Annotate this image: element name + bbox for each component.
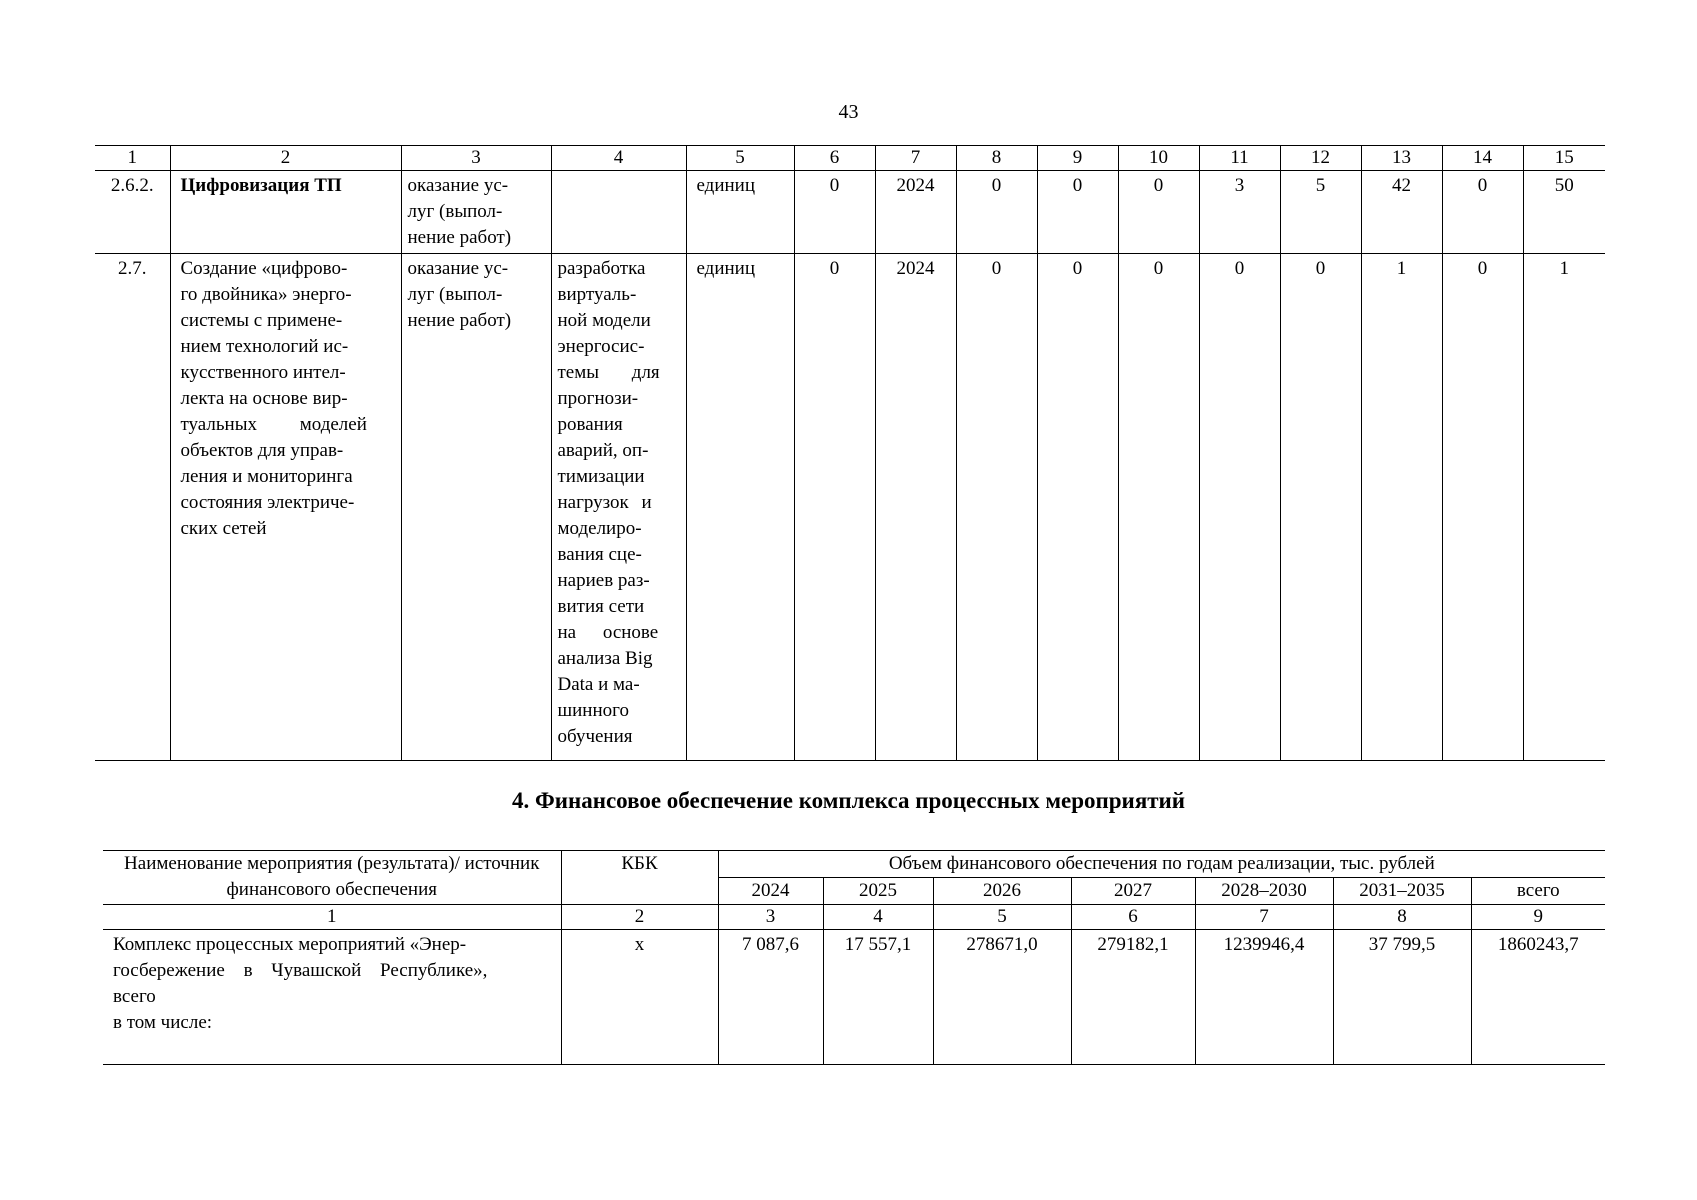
activity-type: оказание ус- луг (выпол- нение работ) — [401, 254, 551, 761]
total-header: всего — [1471, 878, 1605, 905]
column-number: 5 — [933, 905, 1071, 930]
kbk-value: x — [561, 930, 718, 1065]
column-number: 12 — [1280, 146, 1361, 171]
value-cell: 0 — [794, 254, 875, 761]
column-number: 6 — [1071, 905, 1195, 930]
unit: единиц — [686, 171, 794, 254]
column-number: 8 — [956, 146, 1037, 171]
column-number: 13 — [1361, 146, 1442, 171]
column-number: 7 — [1195, 905, 1333, 930]
value-cell: 0 — [1118, 171, 1199, 254]
amount-cell: 279182,1 — [1071, 930, 1195, 1065]
value-cell: 0 — [1442, 171, 1523, 254]
page-number: 43 — [838, 101, 859, 123]
column-number: 5 — [686, 146, 794, 171]
column-number: 3 — [401, 146, 551, 171]
value-cell: 2024 — [875, 254, 956, 761]
column-number: 2 — [170, 146, 401, 171]
activity-name: Создание «цифрово- го двойника» энерго- системы с примене- нием технологий ис- кусственного интел- лекта на основе вир- туальных моделей объектов для управ- ления и мониторинга состояния электриче- ских сетей — [170, 254, 401, 761]
header-financing-volume: Объем финансового обеспечения по годам реализации, тыс. рублей — [718, 851, 1605, 878]
column-number: 9 — [1471, 905, 1605, 930]
value-cell: 3 — [1199, 171, 1280, 254]
header-activity-name: Наименование мероприятия (результата)/ источник финансового обеспечения — [103, 851, 561, 905]
column-number: 6 — [794, 146, 875, 171]
value-cell: 0 — [794, 171, 875, 254]
value-cell: 5 — [1280, 171, 1361, 254]
value-cell: 0 — [1442, 254, 1523, 761]
value-cell: 2024 — [875, 171, 956, 254]
column-number: 11 — [1199, 146, 1280, 171]
amount-cell: 7 087,6 — [718, 930, 823, 1065]
unit: единиц — [686, 254, 794, 761]
activity-type: оказание ус- луг (выпол- нение работ) — [401, 171, 551, 254]
section-title: 4. Финансовое обеспечение комплекса процессных мероприятий — [511, 788, 1186, 813]
column-number: 8 — [1333, 905, 1471, 930]
year-header: 2027 — [1071, 878, 1195, 905]
header-row — [103, 851, 1605, 878]
table-row — [103, 930, 1605, 1065]
table-row — [95, 254, 1605, 761]
activity-name: Цифровизация ТП — [170, 171, 401, 254]
column-number: 9 — [1037, 146, 1118, 171]
value-cell: 0 — [956, 254, 1037, 761]
total-amount-cell: 1860243,7 — [1471, 930, 1605, 1065]
row-number: 2.6.2. — [95, 171, 170, 254]
column-number-row — [95, 146, 1605, 171]
column-number: 15 — [1523, 146, 1605, 171]
column-number: 3 — [718, 905, 823, 930]
value-cell: 42 — [1361, 171, 1442, 254]
year-header: 2028–2030 — [1195, 878, 1333, 905]
column-number: 4 — [551, 146, 686, 171]
year-header: 2025 — [823, 878, 933, 905]
activity-characteristic: разработка виртуаль- ной модели энергосис- темы для прогнози- рования аварий, оп- тимизации нагрузок и моделиро- вания сце- нариев раз- вития сети на основе анализа Big Data и ма- шинного обучения — [551, 254, 686, 761]
year-header: 2026 — [933, 878, 1071, 905]
column-number: 10 — [1118, 146, 1199, 171]
column-number: 7 — [875, 146, 956, 171]
header-kbk: КБК — [561, 851, 718, 905]
value-cell: 0 — [956, 171, 1037, 254]
column-number: 1 — [95, 146, 170, 171]
value-cell: 0 — [1037, 254, 1118, 761]
year-header: 2024 — [718, 878, 823, 905]
amount-cell: 278671,0 — [933, 930, 1071, 1065]
value-cell: 0 — [1280, 254, 1361, 761]
table-row — [95, 171, 1605, 254]
value-cell: 0 — [1037, 171, 1118, 254]
value-cell: 1 — [1361, 254, 1442, 761]
amount-cell: 37 799,5 — [1333, 930, 1471, 1065]
financing-table — [103, 850, 1605, 1065]
value-cell: 0 — [1118, 254, 1199, 761]
column-number: 14 — [1442, 146, 1523, 171]
activity-characteristic — [551, 171, 686, 254]
amount-cell: 1239946,4 — [1195, 930, 1333, 1065]
year-header: 2031–2035 — [1333, 878, 1471, 905]
amount-cell: 17 557,1 — [823, 930, 933, 1065]
value-cell: 50 — [1523, 171, 1605, 254]
column-number: 2 — [561, 905, 718, 930]
program-name: Комплекс процессных мероприятий «Энер- госбережение в Чувашской Республике», всего в том числе: — [103, 930, 561, 1065]
value-cell: 1 — [1523, 254, 1605, 761]
row-number: 2.7. — [95, 254, 170, 761]
column-number-row — [103, 905, 1605, 930]
column-number: 4 — [823, 905, 933, 930]
column-number: 1 — [103, 905, 561, 930]
activities-table — [95, 145, 1605, 761]
value-cell: 0 — [1199, 254, 1280, 761]
